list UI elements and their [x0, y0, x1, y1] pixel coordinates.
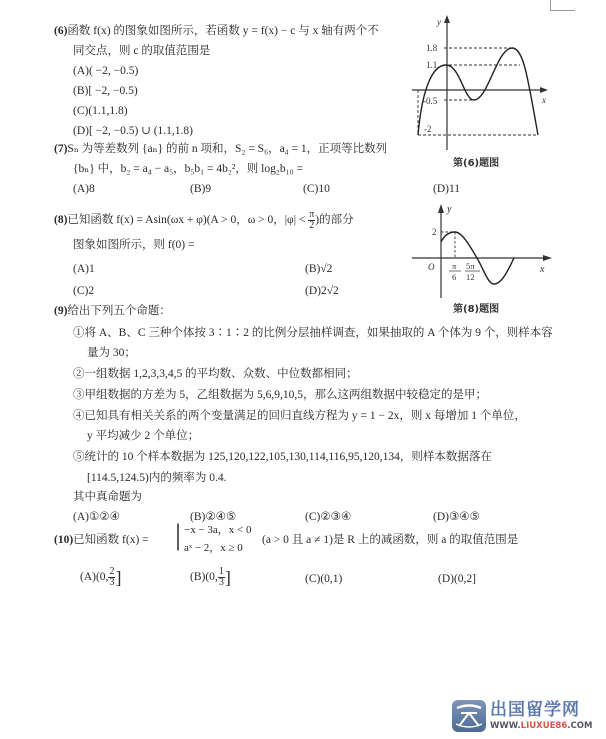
- q8-line2: 图象如图所示，则 f(0) =: [73, 239, 195, 251]
- peak-value-label: 2: [432, 227, 437, 237]
- q6-figure-caption: 第(6)题图: [453, 158, 500, 169]
- q8-line1: (8)已知函数 f(x) = Asin(ωx + φ)(A > 0，ω > 0，|φ| < $\frac{\pi}{2}$ )的部分: [54, 209, 354, 231]
- q6-figure: [402, 10, 562, 150]
- q10-option-d: (D)(0,2]: [438, 573, 477, 585]
- y-axis-arrow: [438, 204, 444, 213]
- piecewise-brace: |: [175, 518, 182, 551]
- x-axis-label: x: [542, 95, 546, 105]
- tick-5pi-12-den: 12: [466, 272, 475, 282]
- q8-option-a: (A)1: [73, 263, 95, 275]
- q10-post: (a > 0 且 a ≠ 1)是 R 上的减函数，则 a 的取值范围是: [262, 534, 519, 546]
- x-axis-arrow: [543, 255, 552, 261]
- peak-guides: [441, 232, 455, 258]
- q7-line2: {bₙ} 中，b₂ = a₄ − a₅，b₅b₁ = 4b₂²，则 log₂b₁₀ =: [73, 163, 304, 175]
- q10-pre: (10)已知函数 f(x) =: [54, 534, 149, 546]
- q9-item-5-cont: [114.5,124.5)内的频率为 0.4.: [87, 472, 227, 484]
- y-axis-label: y: [437, 17, 441, 27]
- logo-arch-icon: [452, 700, 486, 732]
- q8-option-b: (B)√2: [305, 263, 333, 275]
- x-axis-label: x: [540, 264, 545, 275]
- q10-option-a: (A)(0, $\frac{2}{3}$ ]: [80, 566, 122, 588]
- q10-option-b: (B)(0, $\frac{1}{3}$ ]: [190, 566, 231, 588]
- q6-option-d: (D)[ −2, −0.5) ∪ (1.1,1.8): [73, 125, 194, 137]
- q7-line1: (7)Sₙ 为等差数列 {aₙ} 的前 n 项和，S₂ = S₆，a₄ = 1，正项等比数列: [54, 143, 388, 155]
- q10-piece-1: −x − 3a，x < 0: [184, 524, 252, 536]
- q9-number: (9): [54, 305, 68, 317]
- q6-option-a: (A)( −2, −0.5): [73, 65, 139, 77]
- q8-figure: [402, 198, 562, 300]
- x-axis-arrow: [540, 87, 548, 93]
- q9-item-1: ①将 A、B、C 三种个体按 3∶1∶2 的比例分层抽样调查，如果抽取的 A 个体为 9 个，则样本容: [73, 327, 553, 339]
- y-axis-arrow: [444, 15, 450, 23]
- q9-item-5: ⑤统计的 10 个样本数据为 125,120,122,105,130,114,116,95,120,134，则样本数据落在: [73, 451, 492, 463]
- q8-number: (8): [54, 214, 68, 227]
- y-axis-label: y: [447, 204, 452, 215]
- q9-option-c: (C)②③④: [305, 511, 352, 523]
- tick-neg-0-5: -0.5: [423, 96, 438, 106]
- q6-option-b: (B)[ −2, −0.5): [73, 85, 138, 97]
- q6-line1: (6)函数 f(x) 的图象如图所示，若函数 y = f(x) − c 与 x 轴有两个不: [54, 25, 379, 37]
- tick-pi-6-den: 6: [452, 272, 457, 282]
- q6-number: (6): [54, 25, 68, 37]
- tick-1-1: 1.1: [426, 60, 438, 70]
- q6-line2: 同交点，则 c 的取值范围是: [73, 45, 211, 57]
- q7-option-b: (B)9: [190, 183, 212, 195]
- pi-over-2: $\frac{\pi}{2}$: [309, 209, 315, 231]
- q7-option-c: (C)10: [303, 183, 330, 195]
- q7-option-d: (D)11: [433, 183, 461, 195]
- q10-piece-2: aˣ − 2，x ≥ 0: [184, 542, 243, 554]
- tick-pi-6-num: π: [452, 261, 457, 271]
- logo-name: 出国留学网: [490, 700, 580, 720]
- q8-option-d: (D)2√2: [305, 285, 339, 297]
- q9-item-4: ④已知具有相关关系的两个变量满足的回归直线方程为 y = 1 − 2x，则 x 每增加 1 个单位，: [73, 410, 526, 422]
- q9-item-3: ③甲组数据的方差为 5，乙组数据为 5,6,9,10,5，那么这两组数据中较稳定的是甲；: [73, 389, 487, 401]
- origin-label: O: [428, 262, 435, 272]
- tick-1-8: 1.8: [426, 43, 438, 53]
- watermark-logo: [452, 698, 598, 736]
- q9-item-1-cont: 量为 30；: [87, 347, 136, 359]
- q8-figure-caption: 第(8)题图: [453, 304, 500, 315]
- q10-number: (10): [54, 534, 74, 546]
- q9-intro: (9)给出下列五个命题：: [54, 305, 171, 317]
- q6-option-c: (C)(1.1,1.8): [73, 105, 128, 117]
- tick-neg-2: -2: [424, 124, 432, 134]
- q9-item-2: ②一组数据 1,2,3,3,4,5 的平均数、众数、中位数都相同；: [73, 368, 358, 380]
- q8-option-c: (C)2: [73, 285, 95, 297]
- q7-option-a: (A)8: [73, 183, 95, 195]
- q10-option-c: (C)(0,1): [305, 573, 343, 585]
- q7-number: (7): [54, 143, 68, 155]
- q9-option-a: (A)①②④: [73, 511, 120, 523]
- logo-url: WWW.LIUXUE86.COM: [490, 721, 593, 731]
- q9-option-b: (B)②④⑤: [190, 511, 237, 523]
- q9-question: 其中真命题为: [73, 491, 142, 503]
- q9-option-d: (D)③④⑤: [433, 511, 480, 523]
- q9-item-4-cont: y 平均减少 2 个单位；: [87, 430, 200, 442]
- tick-5pi-12-num: 5π: [466, 261, 475, 271]
